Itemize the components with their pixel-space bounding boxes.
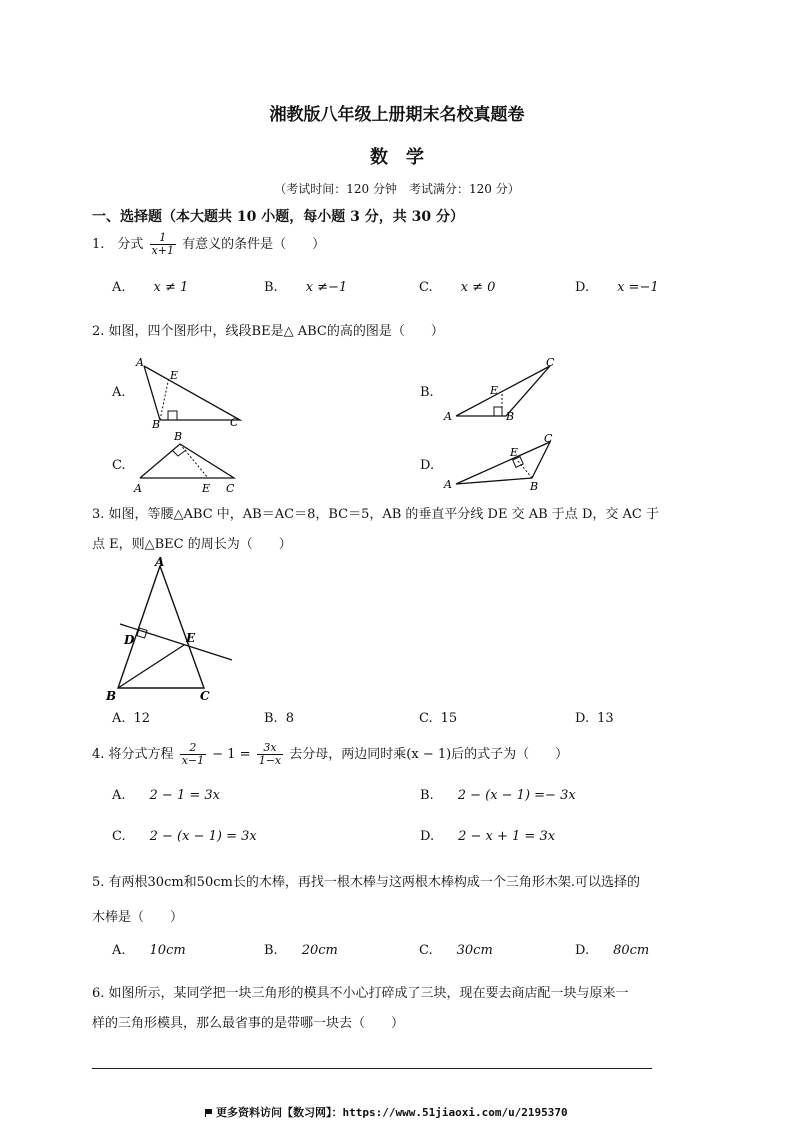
q5-option-a: A. 10cm <box>112 943 186 958</box>
q1-option-a: A. x ≠ 1 <box>112 280 189 295</box>
flag-icon <box>205 1109 212 1117</box>
svg-text:A: A <box>444 478 452 491</box>
q2-option-c-label: C. <box>112 458 126 473</box>
q2-option-b-label: B. <box>420 385 434 400</box>
svg-text:D: D <box>124 633 135 647</box>
q4-option-c: C. 2 − (x − 1) = 3x <box>112 829 257 844</box>
q4-f2-num: 3x <box>257 742 283 755</box>
svg-text:C: C <box>200 689 210 703</box>
question-3-line-1: 3. 如图，等腰△ABC 中，AB＝AC＝8，BC＝5，AB 的垂直平分线 DE 交 AB 于点 D，交 AC 于 <box>92 507 659 522</box>
q3-option-b: B. 8 <box>264 711 294 726</box>
q1-option-d: D. x =−1 <box>575 280 659 295</box>
svg-text:B: B <box>174 430 183 443</box>
exam-info: （考试时间：120 分钟 考试满分：120 分） <box>274 182 520 196</box>
q1-frac-num: 1 <box>150 232 176 245</box>
page-title: 湘教版八年级上册期末名校真题卷 <box>269 105 525 125</box>
q4-option-b: B. 2 − (x − 1) =− 3x <box>420 788 576 803</box>
q4-fraction-2 <box>257 742 283 767</box>
svg-text:C: C <box>546 356 555 369</box>
q1-option-b: B. x ≠−1 <box>264 280 348 295</box>
svg-text:B: B <box>152 418 161 431</box>
svg-text:A: A <box>136 356 144 369</box>
svg-text:E: E <box>490 384 499 397</box>
svg-text:E: E <box>202 482 211 495</box>
q4-fraction-1 <box>180 742 206 767</box>
q4-f1-den: x−1 <box>181 754 205 767</box>
svg-text:B: B <box>106 689 117 703</box>
question-1-stem <box>92 232 325 257</box>
svg-text:E: E <box>186 631 196 645</box>
svg-text:A: A <box>134 482 142 495</box>
q1-frac-den: x+1 <box>151 244 174 257</box>
section-heading: 一、选择题（本大题共 10 小题，每小题 3 分，共 30 分） <box>92 209 464 225</box>
svg-text:C: C <box>230 416 239 429</box>
svg-text:A: A <box>155 556 165 569</box>
q1-suffix: 有意义的条件是（ ） <box>182 237 326 252</box>
svg-text:C: C <box>226 482 235 495</box>
q3-option-d: D. 13 <box>575 711 614 726</box>
q2-figure-a <box>130 352 250 432</box>
footer-divider <box>92 1068 652 1069</box>
q5-option-c: C. 30cm <box>419 943 493 958</box>
svg-text:E: E <box>170 369 179 382</box>
question-6-line-2: 样的三角形模具，那么最省事的是带哪一块去（ ） <box>92 1016 405 1031</box>
svg-text:B: B <box>530 480 539 493</box>
q3-option-a: A. 12 <box>112 711 151 726</box>
q2-figure-d <box>438 428 568 498</box>
q1-option-c: C. x ≠ 0 <box>419 280 496 295</box>
question-4-stem <box>92 742 568 767</box>
q1-prefix: 1. 分式 <box>92 237 144 252</box>
q4-option-a: A. 2 − 1 = 3x <box>112 788 220 803</box>
q1-fraction <box>150 232 176 257</box>
question-5-line-2: 木棒是（ ） <box>92 910 184 925</box>
svg-text:A: A <box>444 410 452 423</box>
question-3-line-2: 点 E，则△BEC 的周长为（ ） <box>92 537 292 552</box>
q2-figure-c <box>130 428 250 500</box>
question-5-line-1: 5. 有两根30cm和50cm长的木棒，再找一根木棒与这两根木棒构成一个三角形木架.可以选择的 <box>92 875 640 890</box>
q2-figure-b <box>438 354 568 426</box>
question-2-stem: 2. 如图，四个图形中，线段BE是△ ABC的高的图是（ ） <box>92 324 444 339</box>
q4-prefix: 4. 将分式方程 <box>92 747 174 762</box>
footer-text: 更多资料访问【数习网】：https://www.51jiaoxi.com/u/2195370 <box>216 1106 568 1119</box>
subject-title: 数 学 <box>370 147 424 168</box>
svg-text:B: B <box>506 410 515 423</box>
q4-suffix: 去分母，两边同时乘(x − 1)后的式子为（ ） <box>289 747 569 762</box>
svg-text:E: E <box>510 446 519 459</box>
footer-link[interactable] <box>205 1104 568 1120</box>
svg-text:C: C <box>544 432 553 445</box>
q2-option-a-label: A. <box>112 385 126 400</box>
q4-f2-den: 1−x <box>258 754 282 767</box>
q4-mid: − 1 = <box>212 747 251 762</box>
q5-option-d: D. 80cm <box>575 943 650 958</box>
q4-f1-num: 2 <box>180 742 206 755</box>
q2-option-d-label: D. <box>420 458 435 473</box>
q3-figure <box>100 556 240 706</box>
q3-option-c: C. 15 <box>419 711 458 726</box>
q4-option-d: D. 2 − x + 1 = 3x <box>420 829 556 844</box>
question-6-line-1: 6. 如图所示，某同学把一块三角形的模具不小心打碎成了三块，现在要去商店配一块与原来一 <box>92 986 629 1001</box>
q5-option-b: B. 20cm <box>264 943 338 958</box>
